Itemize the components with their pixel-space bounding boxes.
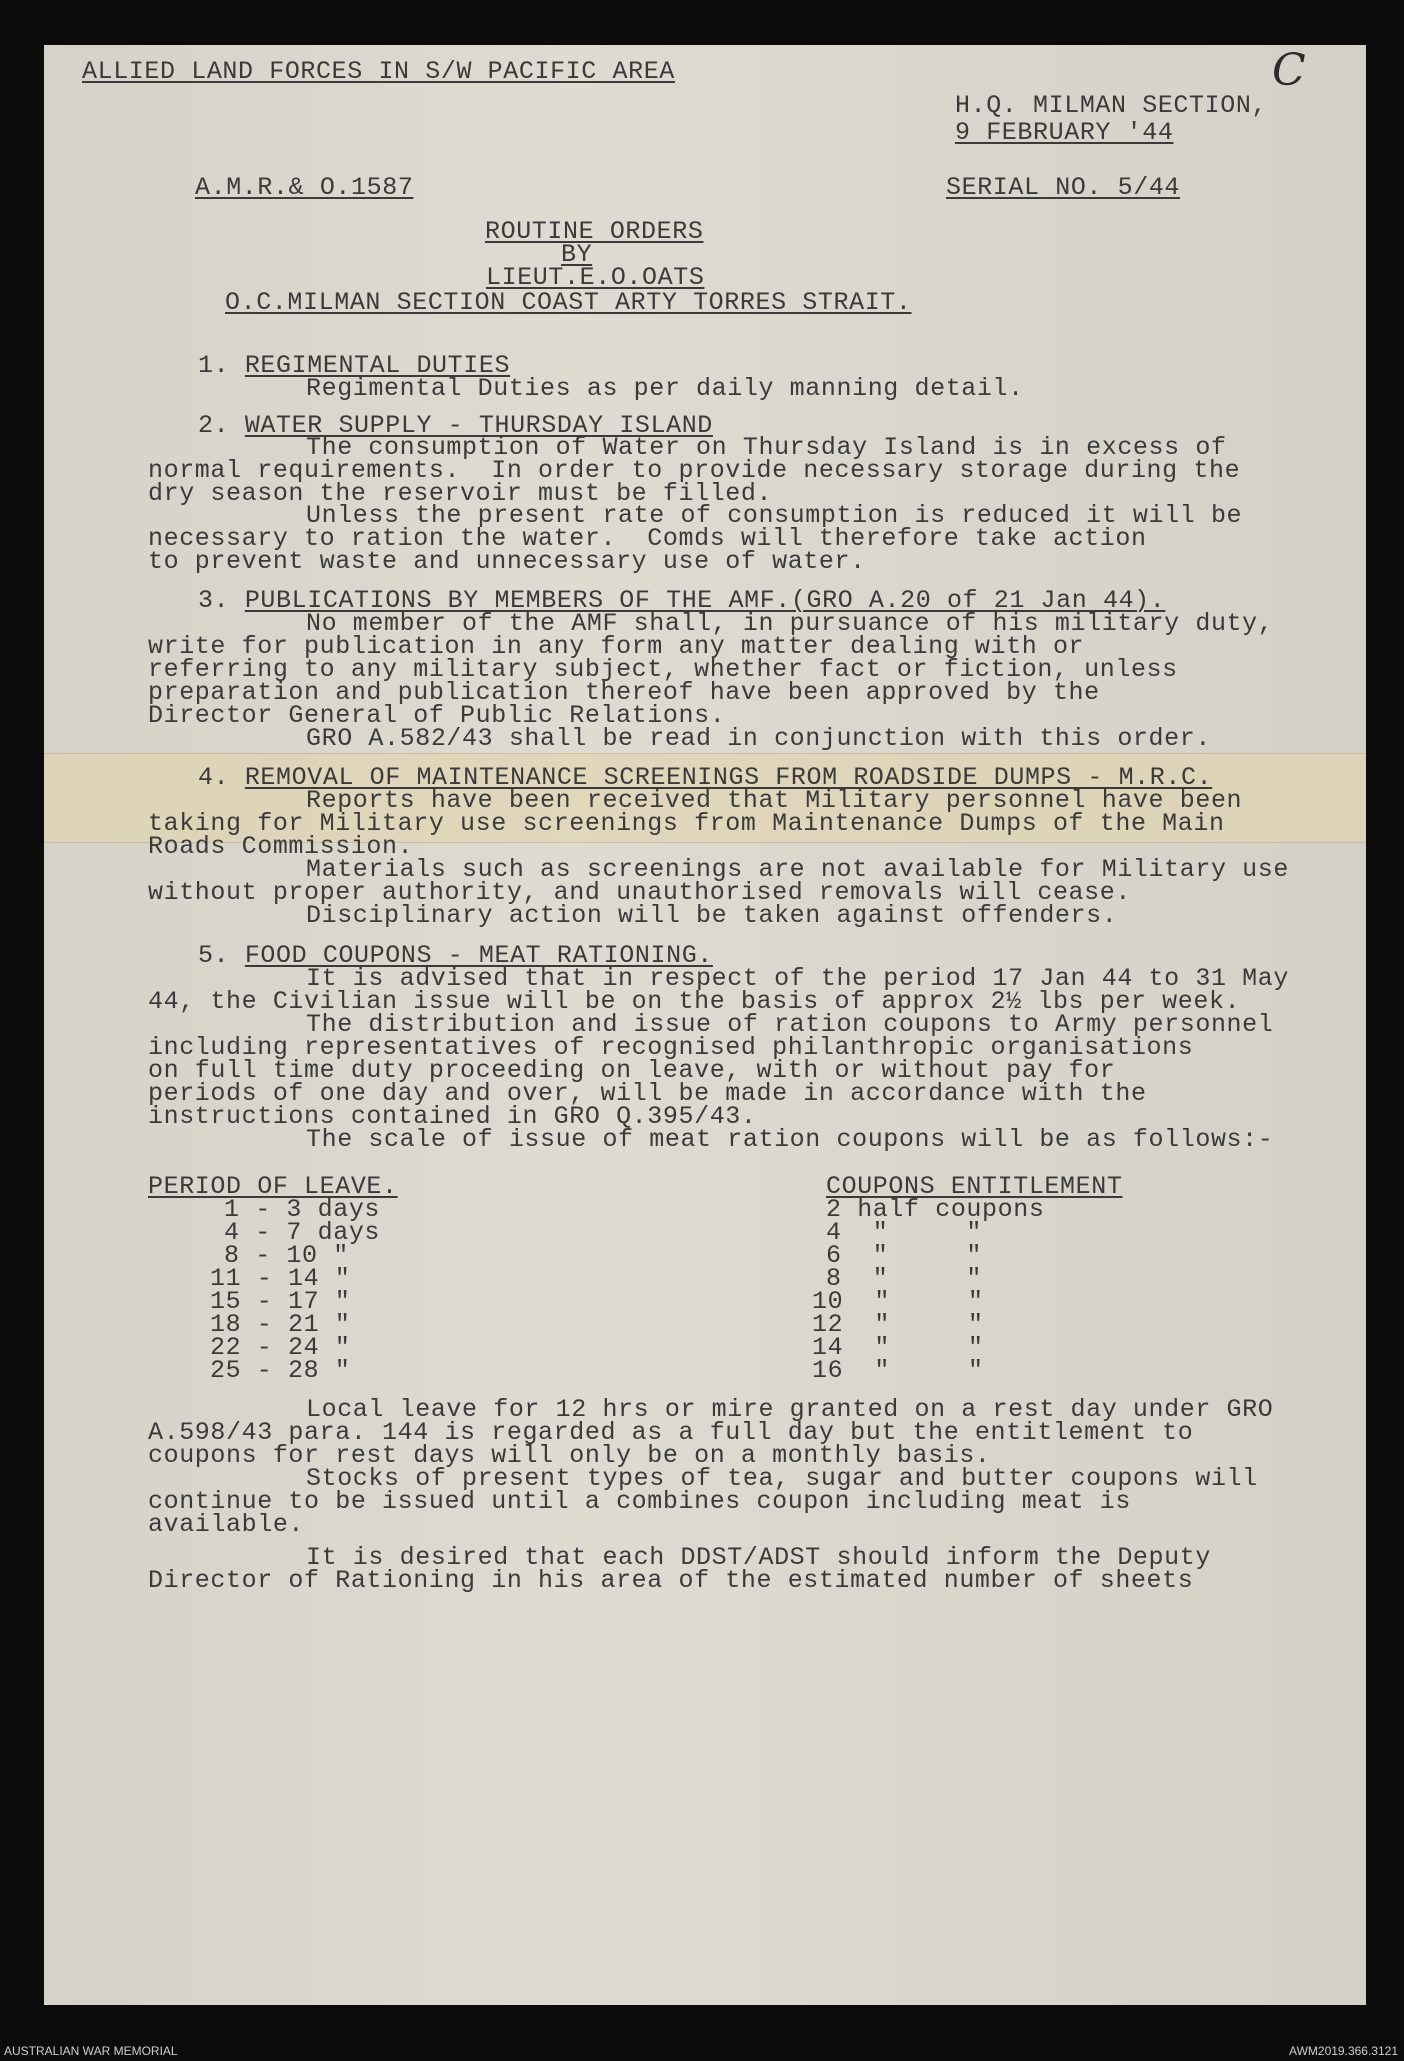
section-5-line: on full time duty proceeding on leave, with or without pay for: [148, 1056, 1116, 1085]
section-5-line: The distribution and issue of ration coupons to Army personnel: [306, 1010, 1274, 1039]
title-officer: LIEUT.E.O.OATS: [486, 263, 705, 292]
table-cell-period: 25 - 28 ": [210, 1356, 351, 1385]
section-number: 5.: [198, 941, 230, 970]
section-4-line: taking for Military use screenings from Maintenance Dumps of the Main: [148, 809, 1225, 838]
section-5-line: including representatives of recognised philanthropic organisations: [148, 1033, 1194, 1062]
handwritten-mark: C: [1272, 45, 1306, 96]
table-cell-coupons: 14 " ": [812, 1333, 984, 1362]
reference-number: A.M.R.& O.1587: [195, 173, 414, 202]
section-3-line: write for publication in any form any matter dealing with or: [148, 632, 1085, 661]
section-number: 2.: [198, 411, 230, 440]
section-2-line: normal requirements. In order to provide necessary storage during the: [148, 456, 1241, 485]
section-4-line: Materials such as screenings are not available for Military use: [306, 855, 1289, 884]
section-2-line: The consumption of Water on Thursday Island is in excess of: [306, 433, 1227, 462]
section-title: WATER SUPPLY - THURSDAY ISLAND: [244, 411, 713, 440]
section-title: FOOD COUPONS - MEAT RATIONING.: [244, 941, 713, 970]
section-number: 3.: [198, 586, 230, 615]
title-unit: O.C.MILMAN SECTION COAST ARTY TORRES STRAIT.: [225, 288, 912, 317]
table-header-coupons: COUPONS ENTITLEMENT: [826, 1172, 1123, 1201]
table-cell-period: 8 - 10 ": [224, 1241, 349, 1270]
body-line: Stocks of present types of tea, sugar and butter coupons will: [306, 1464, 1258, 1493]
section-4-line: Disciplinary action will be taken against offenders.: [306, 901, 1118, 930]
table-cell-coupons: 2 half coupons: [826, 1195, 1045, 1224]
table-cell-coupons: 6 " ": [826, 1241, 983, 1270]
body-line: coupons for rest days will only be on a monthly basis.: [148, 1441, 991, 1470]
section-title: REGIMENTAL DUTIES: [244, 351, 511, 380]
header-date: 9 FEBRUARY '44: [955, 118, 1174, 147]
section-2-line: Unless the present rate of consumption is reduced it will be: [306, 501, 1243, 530]
serial-number: SERIAL NO. 5/44: [946, 173, 1181, 202]
section-3-line: GRO A.582/43 shall be read in conjunction with this order.: [306, 724, 1211, 753]
table-cell-coupons: 4 " ": [826, 1218, 983, 1247]
section-3-line: No member of the AMF shall, in pursuance of his military duty,: [306, 609, 1274, 638]
table-cell-period: 15 - 17 ": [210, 1287, 351, 1316]
footer-archive-name: AUSTRALIAN WAR MEMORIAL: [4, 2044, 178, 2058]
section-2-line: to prevent waste and unnecessary use of water.: [148, 547, 866, 576]
table-cell-period: 1 - 3 days: [224, 1195, 381, 1224]
title-by: BY: [561, 240, 593, 269]
header-section-name: H.Q. MILMAN SECTION,: [955, 91, 1268, 120]
title-routine-orders: ROUTINE ORDERS: [485, 217, 704, 246]
table-cell-coupons: 8 " ": [826, 1264, 983, 1293]
document-page: [44, 45, 1366, 2005]
section-5-line: The scale of issue of meat ration coupons will be as follows:-: [306, 1125, 1274, 1154]
body-line: It is desired that each DDST/ADST should inform the Deputy: [306, 1543, 1211, 1572]
body-line: continue to be issued until a combines coupon including meat is: [148, 1487, 1131, 1516]
table-cell-coupons: 16 " ": [812, 1356, 984, 1385]
body-line: Director of Rationing in his area of the estimated number of sheets: [148, 1566, 1194, 1595]
section-5-line: instructions contained in GRO Q.395/43.: [148, 1102, 757, 1131]
body-line: A.598/43 para. 144 is regarded as a full day but the entitlement to: [148, 1418, 1194, 1447]
table-cell-period: 22 - 24 ": [210, 1333, 351, 1362]
section-title: PUBLICATIONS BY MEMBERS OF THE AMF.(GRO A.20 of 21 Jan 44).: [244, 586, 1166, 615]
header-force-name: ALLIED LAND FORCES IN S/W PACIFIC AREA: [82, 57, 675, 86]
section-3-line: referring to any military subject, whether fact or fiction, unless: [148, 655, 1178, 684]
footer-accession-number: AWM2019.366.3121: [1289, 2044, 1398, 2058]
section-title: REMOVAL OF MAINTENANCE SCREENINGS FROM ROADSIDE DUMPS - M.R.C.: [244, 763, 1213, 792]
section-number: 1.: [198, 351, 230, 380]
section-5-line: periods of one day and over, will be made in accordance with the: [148, 1079, 1147, 1108]
section-4-line: without proper authority, and unauthorised removals will cease.: [148, 878, 1131, 907]
section-2-line: necessary to ration the water. Comds will therefore take action: [148, 524, 1147, 553]
table-cell-period: 11 - 14 ": [210, 1264, 351, 1293]
section-3-line: preparation and publication thereof have been approved by the: [148, 678, 1100, 707]
section-4-line: Reports have been received that Military personnel have been: [306, 786, 1243, 815]
section-5-line: It is advised that in respect of the period 17 Jan 44 to 31 May: [306, 964, 1289, 993]
body-line: Local leave for 12 hrs or mire granted on a rest day under GRO: [306, 1395, 1274, 1424]
section-number: 4.: [198, 763, 230, 792]
section-4-line: Roads Commission.: [148, 832, 414, 861]
section-2-line: dry season the reservoir must be filled.: [148, 479, 773, 508]
table-cell-period: 4 - 7 days: [224, 1218, 381, 1247]
section-3-line: Director General of Public Relations.: [148, 701, 726, 730]
table-cell-coupons: 10 " ": [812, 1287, 984, 1316]
table-cell-coupons: 12 " ": [812, 1310, 984, 1339]
section-1-line: Regimental Duties as per daily manning detail.: [306, 374, 1024, 403]
table-header-period: PERIOD OF LEAVE.: [148, 1172, 398, 1201]
table-cell-period: 18 - 21 ": [210, 1310, 351, 1339]
body-line: available.: [148, 1510, 305, 1539]
section-5-line: 44, the Civilian issue will be on the basis of approx 2½ lbs per week.: [148, 987, 1241, 1016]
